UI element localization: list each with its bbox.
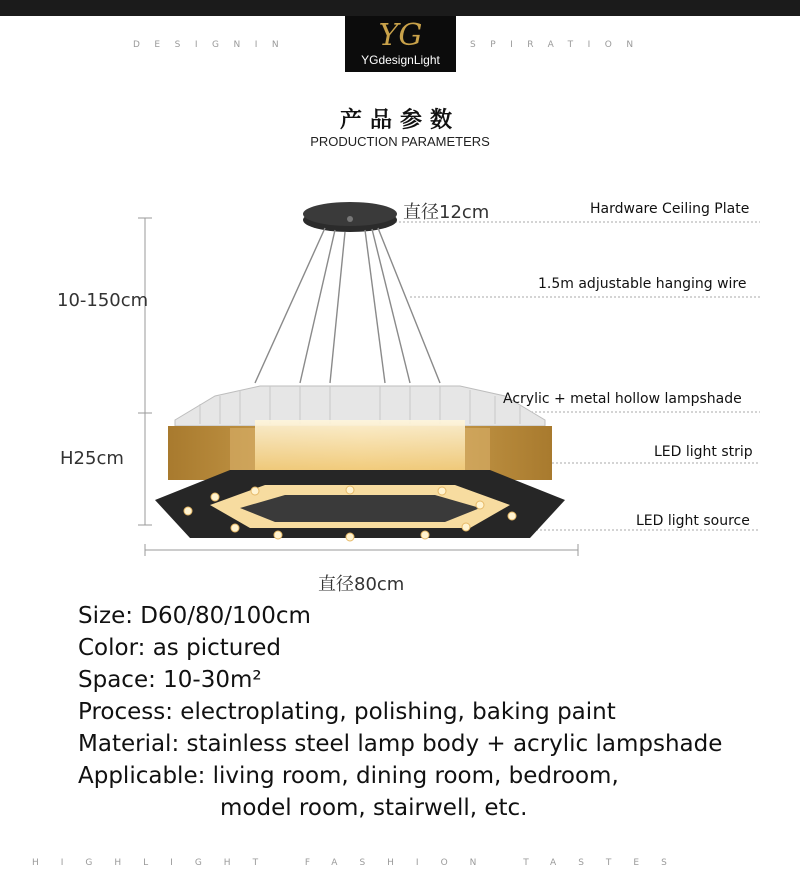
diameter-dimension-line: [145, 544, 578, 556]
ceiling-plate: [303, 202, 397, 232]
heading-english: PRODUCTION PARAMETERS: [310, 134, 490, 149]
diameter-label: 直径80cm: [318, 574, 405, 595]
hanging-wires: [255, 228, 440, 383]
height-dimension-lines: [138, 218, 152, 525]
logo-wordmark: YGdesignLight: [361, 53, 440, 67]
callout-ceiling-plate: Hardware Ceiling Plate: [590, 201, 750, 217]
heading-chinese: 产品参数: [339, 108, 460, 133]
callout-hanging-wire: 1.5m adjustable hanging wire: [538, 276, 747, 292]
wire-height-label: 10-150cm: [57, 290, 149, 311]
callout-light-source: LED light source: [636, 513, 750, 529]
spec-size: Size: D60/80/100cm: [78, 603, 311, 629]
spec-applicable: Applicable: living room, dining room, bedroom,: [78, 763, 619, 789]
spec-color: Color: as pictured: [78, 635, 282, 661]
body-height-label: H25cm: [60, 448, 124, 469]
spec-list: [78, 600, 722, 824]
logo-mark: YG: [378, 18, 423, 53]
tagline-left: DESIGNIN: [133, 40, 294, 50]
callout-light-strip: LED light strip: [654, 444, 753, 460]
footer-tagline: HIGHLIGHT FASHION TASTES: [32, 858, 689, 868]
callout-lampshade: Acrylic + metal hollow lampshade: [503, 391, 742, 407]
spec-material: Material: stainless steel lamp body + acrylic lampshade: [78, 731, 723, 757]
spec-process: Process: electroplating, polishing, baking paint: [78, 699, 616, 725]
spec-applicable-cont: model room, stairwell, etc.: [220, 795, 528, 821]
black-hex-ring: [155, 470, 565, 538]
spec-space: Space: 10-30m²: [78, 667, 262, 693]
tagline-right: SPIRATION: [470, 40, 648, 50]
plate-diameter-label: 直径12cm: [403, 202, 490, 223]
